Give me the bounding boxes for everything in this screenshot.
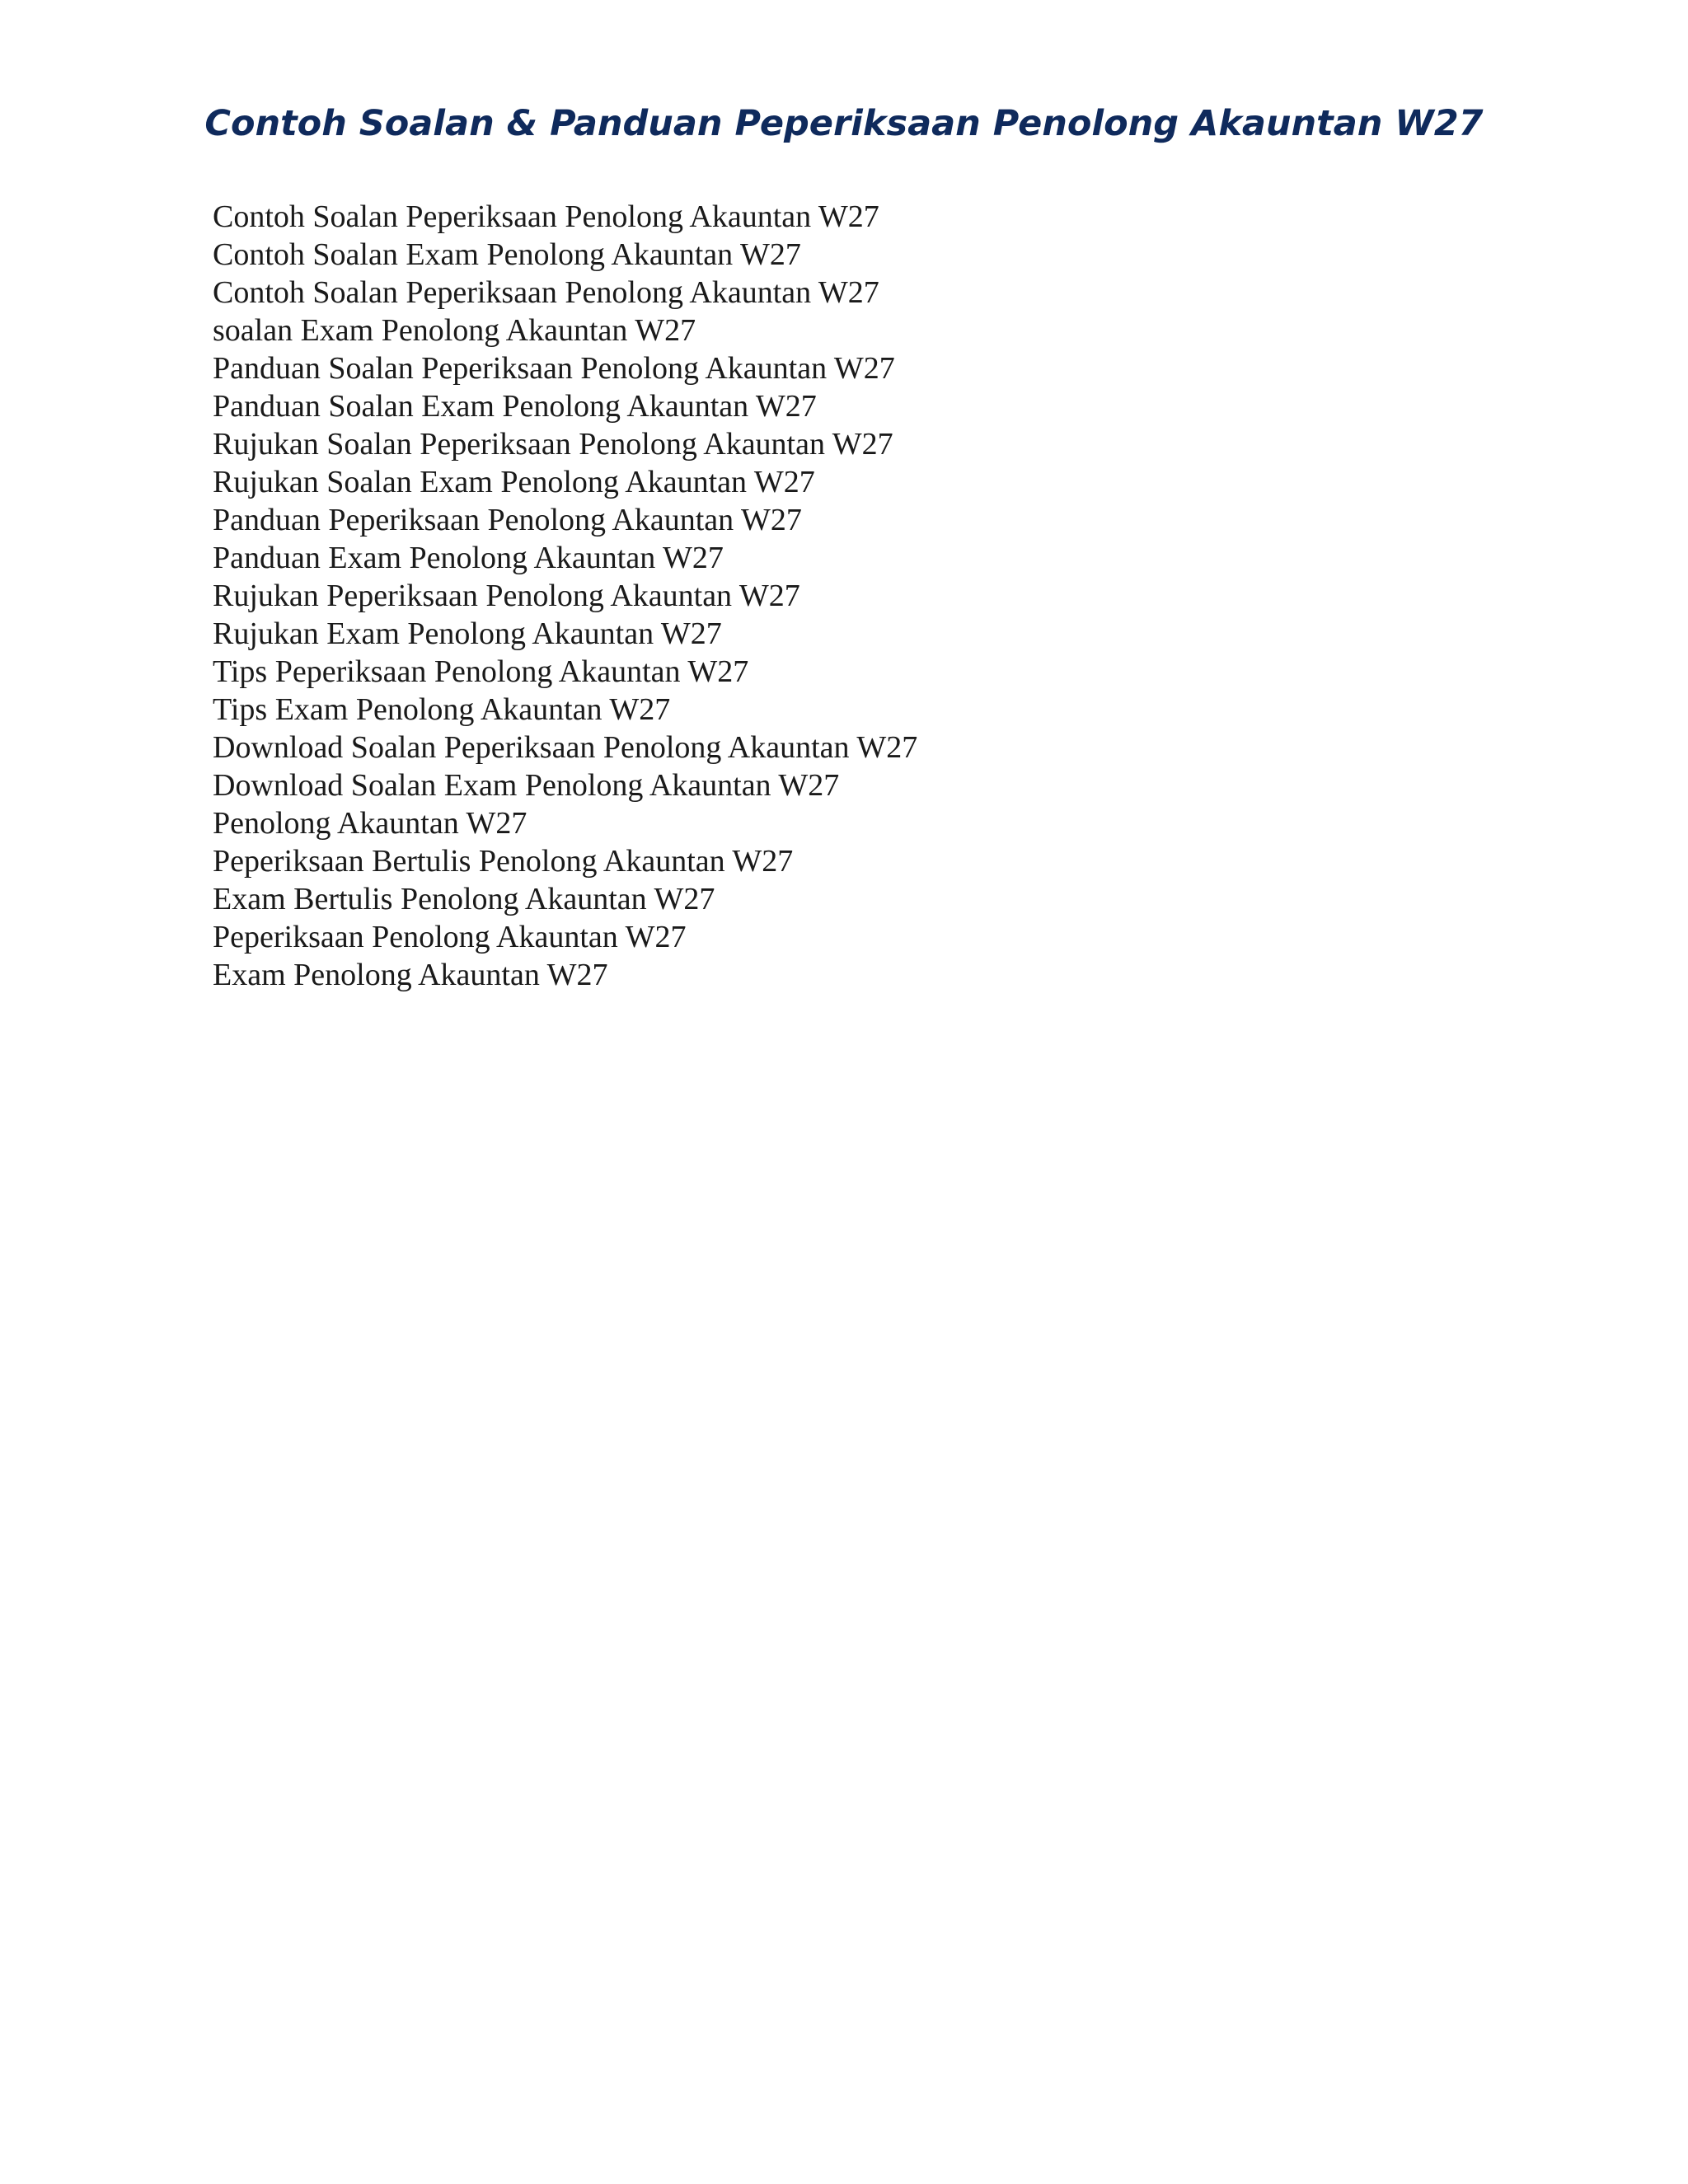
list-item: Penolong Akauntan W27 — [213, 806, 528, 841]
list-item: Exam Bertulis Penolong Akauntan W27 — [213, 882, 715, 916]
list-item: Panduan Peperiksaan Penolong Akauntan W27 — [213, 503, 802, 537]
list-item: Panduan Exam Penolong Akauntan W27 — [213, 541, 724, 575]
list-item: Contoh Soalan Peperiksaan Penolong Akauntan W27 — [213, 199, 879, 234]
list-item: Peperiksaan Bertulis Penolong Akauntan W27 — [213, 844, 794, 879]
list-item: Rujukan Soalan Peperiksaan Penolong Akauntan W27 — [213, 427, 893, 462]
list-item: Contoh Soalan Peperiksaan Penolong Akauntan W27 — [213, 275, 879, 310]
list-item: Rujukan Peperiksaan Penolong Akauntan W27 — [213, 579, 800, 613]
list-item: Panduan Soalan Exam Penolong Akauntan W27 — [213, 389, 817, 424]
list-item: Download Soalan Peperiksaan Penolong Akauntan W27 — [213, 730, 918, 765]
list-item: Tips Peperiksaan Penolong Akauntan W27 — [213, 654, 749, 689]
keyword-list — [213, 198, 917, 994]
list-item: Rujukan Soalan Exam Penolong Akauntan W27 — [213, 465, 815, 499]
list-item: soalan Exam Penolong Akauntan W27 — [213, 313, 696, 348]
list-item: Contoh Soalan Exam Penolong Akauntan W27 — [213, 237, 801, 272]
list-item: Exam Penolong Akauntan W27 — [213, 958, 608, 992]
list-item: Download Soalan Exam Penolong Akauntan W27 — [213, 768, 840, 803]
list-item: Rujukan Exam Penolong Akauntan W27 — [213, 616, 722, 651]
document-title: Contoh Soalan & Panduan Peperiksaan Penolong Akauntan W27 — [204, 103, 1484, 144]
list-item: Peperiksaan Penolong Akauntan W27 — [213, 920, 687, 954]
list-item: Tips Exam Penolong Akauntan W27 — [213, 692, 671, 727]
list-item: Panduan Soalan Peperiksaan Penolong Akauntan W27 — [213, 351, 895, 386]
